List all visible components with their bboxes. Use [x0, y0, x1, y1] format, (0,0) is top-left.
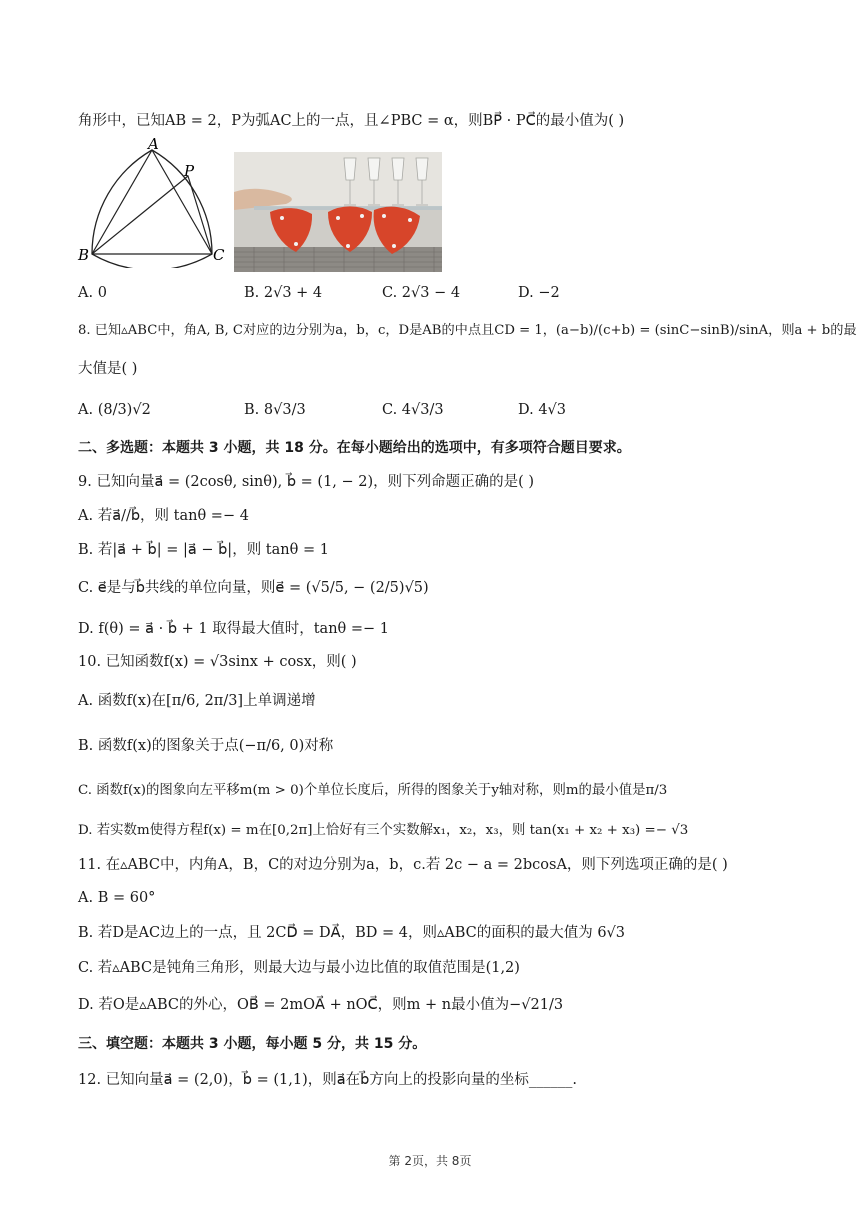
reuleaux-rollers-photo [234, 152, 442, 272]
q10-option-a: A. 函数f(x)在[π/6, 2π/3]上单调递增 [78, 693, 316, 709]
q8-option-a: A. (8/3)√2 [78, 402, 151, 418]
label-C: C [213, 246, 225, 264]
q8-option-c: C. 4√3/3 [382, 402, 444, 418]
q9-option-c: C. e⃗是与b⃗共线的单位向量，则e⃗ = (√5/5, − (2/5)√5) [78, 580, 429, 596]
q8-stem-line2: 大值是( ) [78, 361, 138, 377]
label-B: B [78, 246, 90, 264]
q7-stem: 角形中，已知AB = 2，P为弧AC上的一点，且∠PBC = α，则BP⃗ · PC⃗的最小值为( ) [78, 113, 625, 129]
q11-option-b: B. 若D是AC边上的一点，且 2CD⃗ = DA⃗，BD = 4，则▵ABC的面积的最大值为 6√3 [78, 925, 626, 941]
q9-option-d: D. f(θ) = a⃗ · b⃗ + 1 取得最大值时，tanθ =− 1 [78, 621, 390, 637]
q7-option-d: D. −2 [518, 285, 560, 301]
q8-stem-line1: 8. 已知▵ABC中，角A, B, C对应的边分别为a，b，c，D是AB的中点且CD = 1，(a−b)/(c+b) = (sinC−sinB)/sinA，则a + b的最 [78, 323, 857, 338]
page-footer: 第 2页，共 8页 [388, 1154, 472, 1168]
q7-option-c: C. 2√3 − 4 [382, 285, 461, 301]
q9-stem: 9. 已知向量a⃗ = (2cosθ, sinθ), b⃗ = (1, − 2)，则下列命题正确的是( ) [78, 474, 535, 490]
section-fill-in-heading: 三、填空题：本题共 3 小题，每小题 5 分，共 15 分。 [78, 1036, 427, 1052]
q10-stem: 10. 已知函数f(x) = √3sinx + cosx，则( ) [78, 654, 357, 670]
q11-option-d: D. 若O是▵ABC的外心，OB⃗ = 2mOA⃗ + nOC⃗，则m + n最小值为−√21/3 [78, 997, 564, 1013]
q11-stem: 11. 在▵ABC中，内角A，B，C的对边分别为a，b，c.若 2c − a = 2bcosA，则下列选项正确的是( ) [78, 857, 728, 873]
q9-option-b: B. 若|a⃗ + b⃗| = |a⃗ − b⃗|，则 tanθ = 1 [78, 542, 329, 558]
q10-option-b: B. 函数f(x)的图象关于点(−π/6, 0)对称 [78, 738, 334, 754]
label-P: P [184, 162, 195, 180]
q11-option-a: A. B = 60° [78, 890, 156, 906]
label-A: A [148, 136, 159, 153]
q7-option-a: A. 0 [78, 285, 107, 301]
q7-option-b: B. 2√3 + 4 [244, 285, 323, 301]
q8-option-d: D. 4√3 [518, 402, 567, 418]
q11-option-c: C. 若▵ABC是钝角三角形，则最大边与最小边比值的取值范围是(1,2) [78, 960, 520, 976]
reuleaux-triangle-figure [74, 136, 234, 268]
section-multiple-choice-heading: 二、多选题：本题共 3 小题，共 18 分。在每小题给出的选项中，有多项符合题目要求。 [78, 440, 631, 456]
q8-option-b: B. 8√3/3 [244, 402, 306, 418]
q9-option-a: A. 若a⃗//b⃗，则 tanθ =− 4 [78, 508, 249, 524]
q10-option-c: C. 函数f(x)的图象向左平移m(m > 0)个单位长度后，所得的图象关于y轴对称，则m的最小值是π/3 [78, 783, 668, 798]
q12-stem: 12. 已知向量a⃗ = (2,0)，b⃗ = (1,1)，则a⃗在b⃗方向上的投影向量的坐标______. [78, 1072, 577, 1088]
q10-option-d: D. 若实数m使得方程f(x) = m在[0,2π]上恰好有三个实数解x₁，x₂，x₃，则 tan(x₁ + x₂ + x₃) =− √3 [78, 823, 689, 838]
